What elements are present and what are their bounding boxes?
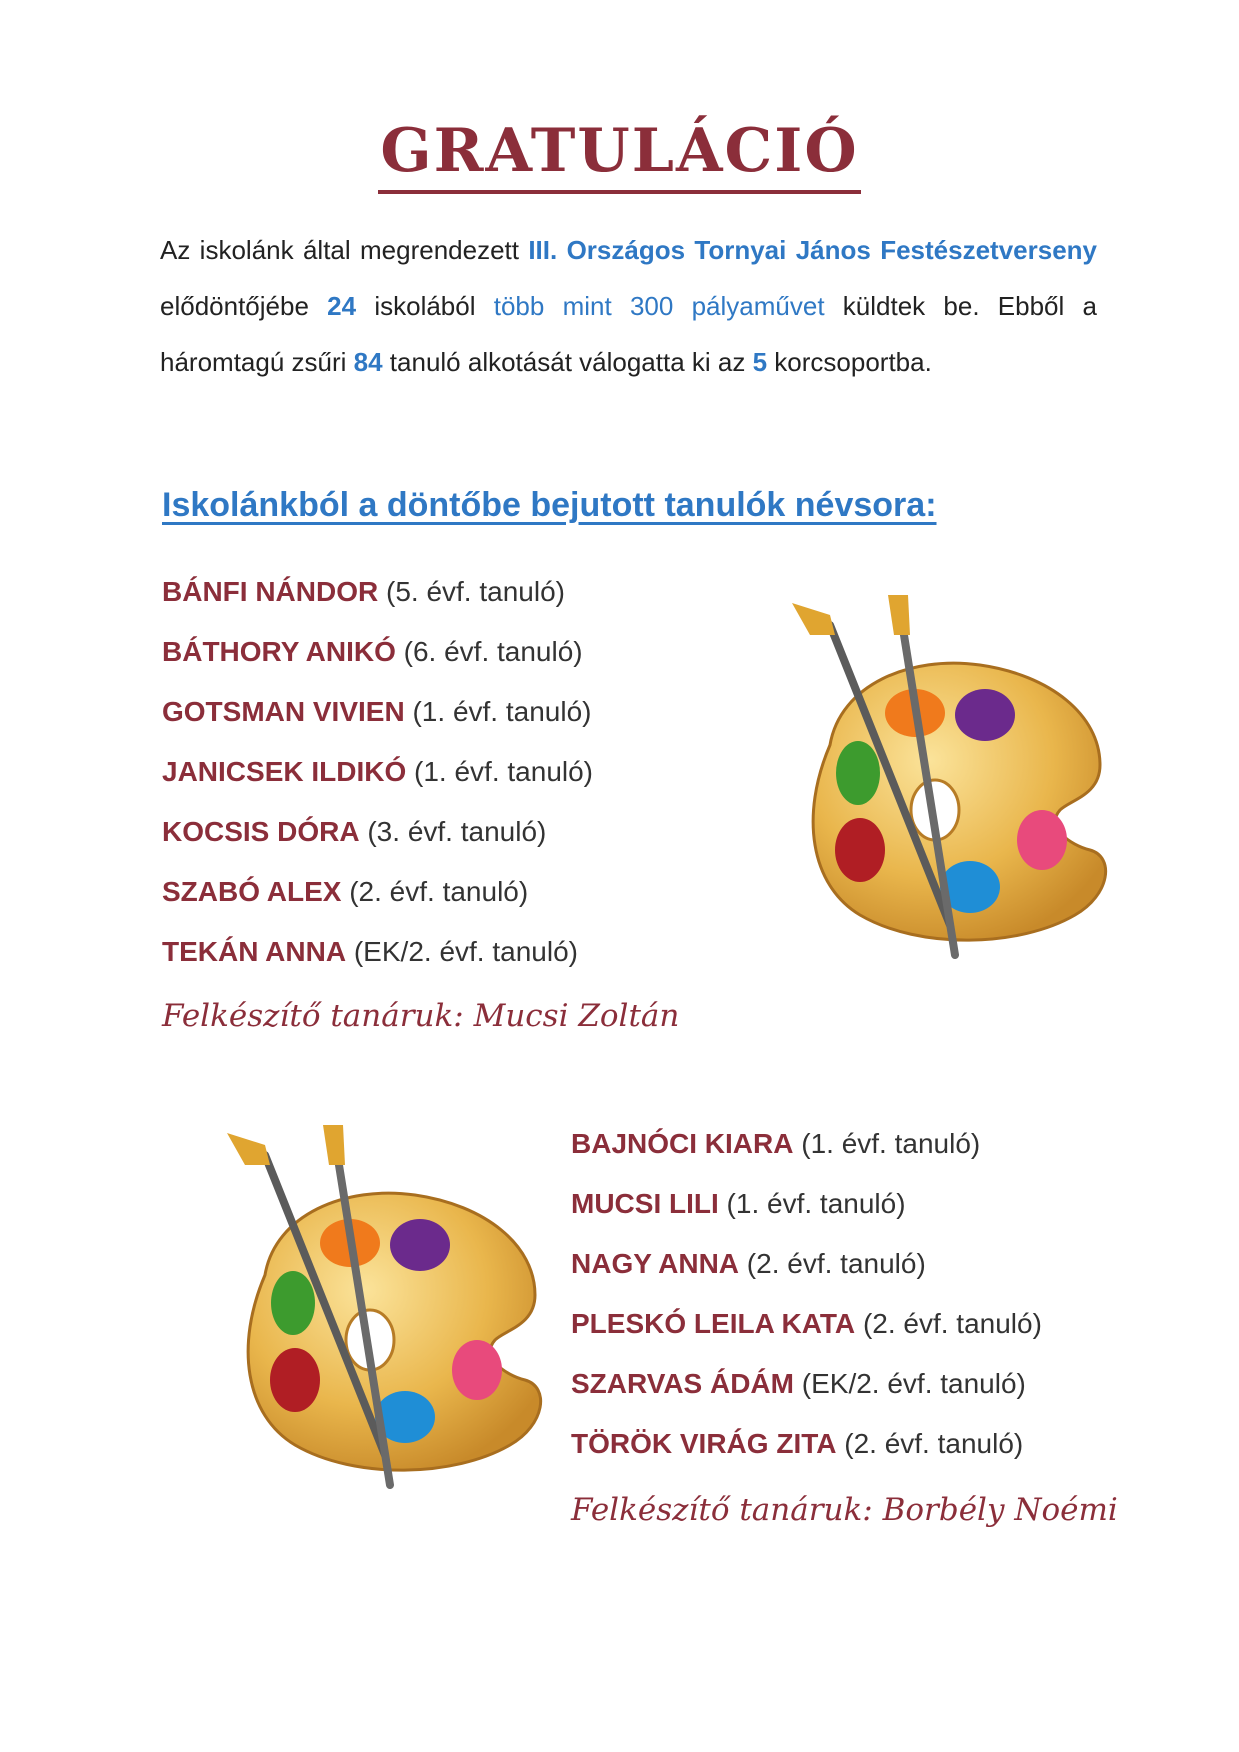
list-item	[162, 742, 593, 802]
finalists-heading: Iskolánkból a döntőbe bejutott tanulók névsora:	[162, 486, 937, 524]
intro-text-5: tanuló alkotását válogatta ki az	[382, 347, 753, 377]
intro-text-3: iskolából	[356, 291, 494, 321]
student-name: SZABÓ ALEX	[162, 876, 342, 907]
student-grade: (EK/2. évf. tanuló)	[801, 1368, 1026, 1399]
list-item	[162, 682, 593, 742]
intro-paragraph	[160, 222, 1097, 390]
intro-text-4: küldtek be. Ebből a háromtagú zsűri	[160, 291, 1097, 377]
page-title	[0, 112, 1239, 194]
works-count: több mint 300 pályaművet	[493, 291, 825, 321]
list-item	[571, 1234, 1042, 1294]
paint-palette-icon	[205, 1125, 565, 1515]
student-grade: (1. évf. tanuló)	[726, 1188, 906, 1219]
student-name: NAGY ANNA	[571, 1248, 740, 1279]
student-grade: (6. évf. tanuló)	[403, 636, 583, 667]
students-count: 84	[353, 347, 383, 377]
student-grade: (2. évf. tanuló)	[349, 876, 529, 907]
student-name: BÁNFI NÁNDOR	[162, 576, 379, 607]
intro-text-1: Az iskolánk által megrendezett	[160, 235, 529, 265]
intro-text-6: korcsoportba.	[767, 347, 932, 377]
student-grade: (2. évf. tanuló)	[844, 1428, 1024, 1459]
schools-count: 24	[327, 291, 357, 321]
student-name: GOTSMAN VIVIEN	[162, 696, 405, 727]
student-name: SZARVAS ÁDÁM	[571, 1368, 794, 1399]
finalists-list-2	[571, 1114, 1042, 1474]
list-item	[162, 922, 593, 982]
teacher-1: Felkészítő tanáruk: Mucsi Zoltán	[162, 998, 680, 1034]
student-grade: (1. évf. tanuló)	[801, 1128, 981, 1159]
student-grade: (2. évf. tanuló)	[746, 1248, 926, 1279]
student-name: JANICSEK ILDIKÓ	[162, 756, 407, 787]
student-name: TEKÁN ANNA	[162, 936, 347, 967]
list-item	[571, 1174, 1042, 1234]
student-grade: (1. évf. tanuló)	[412, 696, 592, 727]
groups-count: 5	[752, 347, 768, 377]
student-grade: (1. évf. tanuló)	[414, 756, 594, 787]
student-name: PLESKÓ LEILA KATA	[571, 1308, 856, 1339]
student-name: BÁTHORY ANIKÓ	[162, 636, 396, 667]
student-name: KOCSIS DÓRA	[162, 816, 360, 847]
paint-palette-icon	[770, 595, 1130, 985]
list-item	[571, 1354, 1042, 1414]
student-name: MUCSI LILI	[571, 1188, 719, 1219]
list-item	[571, 1114, 1042, 1174]
list-item	[162, 802, 593, 862]
student-grade: (3. évf. tanuló)	[367, 816, 547, 847]
student-grade: (5. évf. tanuló)	[386, 576, 565, 607]
teacher-2: Felkészítő tanáruk: Borbély Noémi	[571, 1492, 1118, 1528]
competition-name: III. Országos Tornyai János Festészetverseny	[528, 235, 1097, 265]
list-item	[162, 622, 593, 682]
student-name: TÖRÖK VIRÁG ZITA	[571, 1428, 837, 1459]
student-name: BAJNÓCI KIARA	[571, 1128, 794, 1159]
finalists-list-1	[162, 562, 593, 982]
intro-text-2: elődöntőjébe	[160, 291, 328, 321]
student-grade: (EK/2. évf. tanuló)	[353, 936, 578, 967]
list-item	[162, 862, 593, 922]
student-grade: (2. évf. tanuló)	[862, 1308, 1042, 1339]
list-item	[162, 562, 593, 622]
list-item	[571, 1294, 1042, 1354]
title-text: GRATULÁCIÓ	[378, 112, 860, 194]
list-item	[571, 1414, 1042, 1474]
